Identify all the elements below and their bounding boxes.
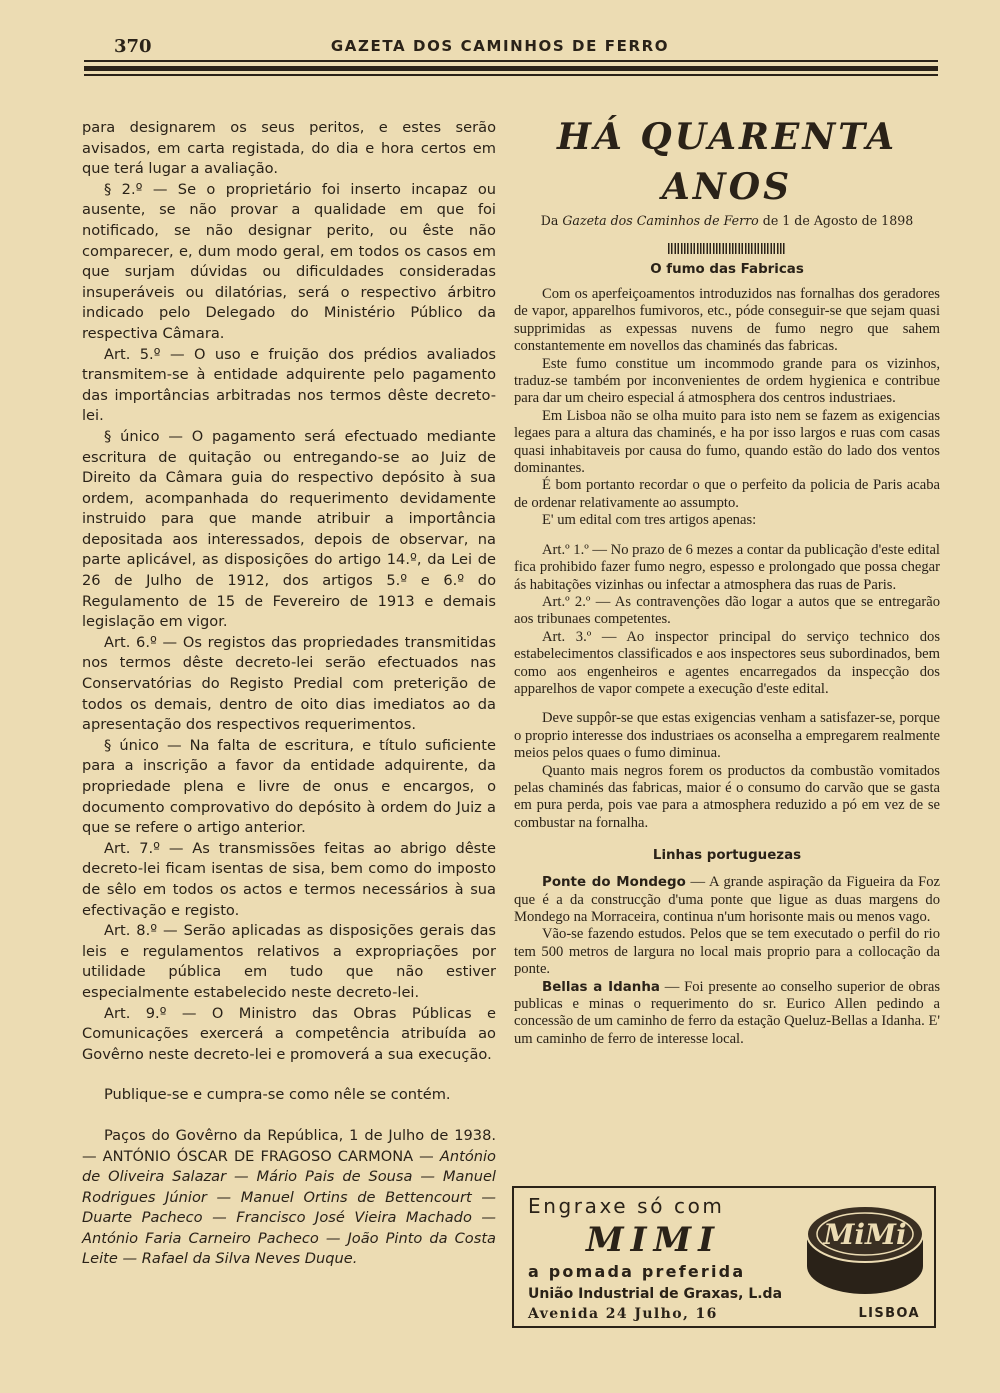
advert-company: União Industrial de Graxas, L.da: [528, 1286, 783, 1302]
header-rule-thick: [84, 66, 938, 71]
paragraph: E' um edital com tres artigos apenas:: [542, 512, 757, 529]
polish-tin-icon: [804, 1194, 926, 1298]
paragraph: Art. 8.º — Serão aplicadas as disposições gerais das leis e regulamentos relativos a expropriações por utilidade pública em tudo que não estiver especialmente estabelecido neste decreto-lei.: [82, 922, 496, 1001]
paragraph: Art. 7.º — As transmissões feitas ao abrigo dêste decreto-lei ficam isentas de sisa, bem como do imposto de sêlo em todos os actos e termos necessários à sua efectivação e registo.: [82, 839, 496, 919]
paragraph: Art. 9.º — O Ministro das Obras Públicas e Comunicações exercerá a competência atribuída ao Govêrno neste decreto-lei e promoverá a sua execução.: [82, 1004, 496, 1063]
advert-headline: Engraxe só com: [528, 1194, 725, 1218]
paragraph-lead: Ponte do Mondego: [542, 875, 686, 891]
advert-tagline: a pomada preferida: [528, 1262, 746, 1281]
paragraph: Art. 5.º — O uso e fruição dos prédios avaliados transmitem-se à entidade adquirente pelo pagamento das importâncias arbitradas nos termos dêste decreto-lei.: [82, 345, 496, 425]
paragraph-text: — A grande aspiração da Figueira da Foz que é a da construcção d'uma ponte que ligue as duas margens do Mondego na Morraceira, continua n'um horisonte mais ou menos vago.: [514, 874, 941, 925]
signers: António de Oliveira Salazar — Mário Pais de Sousa — Manuel Rodrigues Júnior — Manuel Ortins de Bettencourt — Duarte Pacheco — Francisco José Vieira Machado — António Faria Carneiro Pacheco — João Pinto da Costa Leite — Rafael da Silva Neves Duque.: [82, 1147, 496, 1268]
paragraph: Art. 6.º — Os registos das propriedades transmitidas nos termos dêste decreto-lei serão efectuados nas Conservatórias do Registo Predial com preterição de todos os demais, dentro de oito dias imediatos ao da apresentação dos respectivos requerimentos.: [82, 633, 496, 734]
article-heading: O fumo das Fabricas: [650, 262, 804, 277]
history-column: [514, 112, 940, 1048]
paragraph: [514, 874, 940, 926]
signature-intro: Paços do Govêrno da República, 1 de Julho de 1938. — ANTÓNIO ÓSCAR DE FRAGOSO CARMONA —: [82, 1126, 496, 1165]
article-heading: Linhas portuguezas: [652, 848, 802, 864]
edital-article: Art.º 2.º — As contravenções dão logar a autos que se entregarão aos tribunaes competentes.: [514, 593, 940, 628]
journal-title: GAZETA DOS CAMINHOS DE FERRO: [330, 37, 670, 55]
paragraph: É bom portanto recordar o que o perfeito da policia de Paris acaba de ordenar relativamente ao assumpto.: [514, 477, 940, 511]
paragraph: Este fumo constitue um incommodo grande para os vizinhos, traduz-se também por inconvenientes de ordem hygienica e contribue para dar um cheiro especial á atmosphera dos centros industriaes.: [514, 355, 940, 407]
source-line: [514, 212, 940, 230]
ornament-divider: [668, 243, 786, 254]
signature-block: [82, 1126, 496, 1270]
header-rule-bottom: [84, 74, 938, 76]
page-number: 370: [114, 36, 152, 57]
header-rule: [84, 60, 938, 62]
paragraph-text: — Foi presente ao conselho superior de obras publicas e minas o requerimento do sr. Eurico Allen pedindo a concessão de um caminho de ferro da estação Queluz-Bellas a Idanha. E' um caminho de ferro de interesse local.: [514, 978, 940, 1047]
paragraph: Quanto mais negros forem os productos da combustão vomitados pelas chaminés das fabricas, maior é o consumo do carvão que se gasta em pura perda, pois vae para a atmosphera reduzido a pó em vez de se combustar na fornalha.: [514, 762, 940, 831]
advert-brand: MIMI: [586, 1220, 722, 1260]
paragraph-lead: Bellas a Idanha: [542, 979, 660, 995]
decree-column: [82, 118, 496, 1270]
paragraph: para designarem os seus peritos, e estes serão avisados, em carta registada, do dia e hora certos em que terá lugar a avaliação.: [82, 119, 496, 178]
paragraph: Em Lisboa não se olha muito para isto nem se fazem as exigencias legaes para a altura das chaminés, e ha por isso largos e ruas com casas quasi inhabitaveis por causa do fumo, quando estão do lado dos ventos dominantes.: [514, 407, 940, 477]
tin-label: MiMi: [823, 1218, 907, 1251]
paragraph: Deve suppôr-se que estas exigencias venham a satisfazer-se, porque o proprio interesse dos industriaes os aconselha a empregarem realmente meios pelos quaes o fumo diminua.: [514, 710, 940, 762]
advert-city: LISBOA: [858, 1306, 920, 1321]
publish-line: Publique-se e cumpra-se como nêle se contém.: [104, 1086, 451, 1104]
source-journal: Gazeta dos Caminhos de Ferro: [562, 213, 759, 228]
advert-address: Avenida 24 Julho, 16: [528, 1306, 718, 1322]
section-title: HÁ QUARENTA ANOS: [556, 116, 898, 208]
paragraph: § único — Na falta de escritura, e título suficiente para a inscrição a favor da entidade adquirente, da propriedade plena e livre de onus e encargos, o documento comprovativo do depósito à ordem do Juiz a que se refere o artigo anterior.: [82, 736, 496, 837]
paragraph: § 2.º — Se o proprietário foi inserto incapaz ou ausente, se não provar a qualidade em que foi notificado, se não designar perito, ou êste não comparecer, e, dum modo geral, em todos os casos em que surjam dúvidas ou dificuldades consideradas insuperáveis ou dilatórias, será o respectivo árbitro indicado pelo Delegado do Ministério Público da respectiva Câmara.: [82, 180, 496, 342]
paragraph: [514, 979, 940, 1049]
paragraph: Vão-se fazendo estudos. Pelos que se tem executado o perfil do rio tem 500 metros de largura no local mais proprio para a collocação da ponte.: [514, 926, 940, 978]
edital-article: Art.º 1.º — No prazo de 6 mezes a contar da publicação d'este edital fica prohibido fazer fumo negro, espesso e prolongado que possa chegar ás habitações vizinhas ou infectar a atmosphera das ruas de Paris.: [514, 541, 940, 593]
source-date: de 1 de Agosto de 1898: [762, 213, 914, 228]
shoe-polish-advert: [512, 1186, 936, 1328]
article-body: [514, 286, 940, 832]
article-body: [514, 874, 940, 1048]
source-prefix: Da: [540, 213, 559, 228]
paragraph: § único — O pagamento será efectuado mediante escritura de quitação ou entregando-se ao Juiz de Direito da Câmara guia do respectivo depósito à sua ordem, acompanhada do requerimento devidamente instruido para que mande atribuir a importância depositada aos interessados, depois de observar, na parte aplicável, as disposições do artigo 14.º, da Lei de 26 de Julho de 1912, dos artigos 5.º e 6.º do Regulamento de 15 de Fevereiro de 1913 e demais legislação em vigor.: [82, 427, 496, 631]
edital-article: Art. 3.º — Ao inspector principal do serviço technico dos estabelecimentos classificados e aos inspectores seus subordinados, bem como aos engenheiros e agentes encarregados da inspecção dos apparelhos de vapor compete a execução d'este edital.: [514, 628, 940, 697]
paragraph: Com os aperfeiçoamentos introduzidos nas fornalhas dos geradores de vapor, apparelhos fumivoros, etc., póde conseguir-se que sejam quasi supprimidas as expessas nuvens de fumo negro que sahem constantemente em novellos das chaminés das fabricas.: [514, 286, 940, 355]
